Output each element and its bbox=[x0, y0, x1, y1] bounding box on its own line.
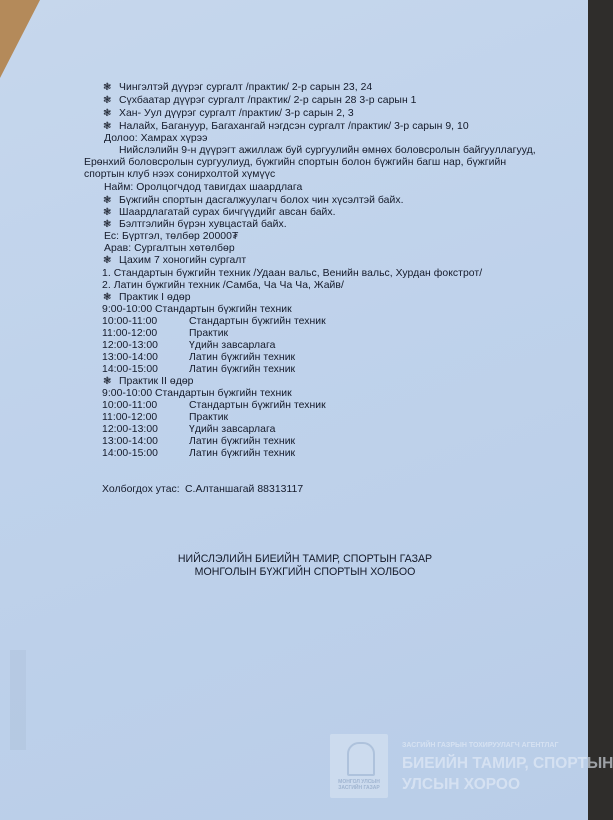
schedule-time: 14:00-15:00 bbox=[102, 364, 159, 375]
watermark-title-line2: УЛСЫН ХОРОО bbox=[402, 776, 521, 793]
activity-item: Чингэлтэй дүүрэг сургалт /практик/ 2-р сарын 23, 24 bbox=[119, 82, 373, 93]
schedule-activity: Үдийн завсарлага bbox=[189, 340, 276, 351]
contact-value: С.Алтаншагай 88313117 bbox=[185, 484, 304, 495]
schedule-time: 13:00-14:00 bbox=[102, 352, 159, 363]
schedule-time: 10:00-11:00 bbox=[102, 316, 158, 327]
watermark-agency-line: ЗАСГИЙН ГАЗРЫН ТОХИРУУЛАГЧ АГЕНТЛАГ bbox=[402, 742, 559, 749]
watermark-title-line1: БИЕИЙН ТАМИР, СПОРТЫН bbox=[402, 755, 613, 772]
schedule-activity: Стандартын бүжгийн техник bbox=[155, 388, 292, 399]
bullet-icon: ❃ bbox=[103, 195, 112, 206]
government-emblem-watermark bbox=[330, 734, 388, 798]
purpose-text: спортын клуб нээх сонирхолтой хүмүүс bbox=[84, 169, 276, 180]
day-title: Практик II өдөр bbox=[119, 376, 194, 387]
activity-item: Хан- Уул дүүрэг сургалт /практик/ 3-р сарын 2, 3 bbox=[119, 108, 354, 119]
activity-item: Налайх, Багануур, Багахангай нэгдсэн сургалт /практик/ 3-р сарын 9, 10 bbox=[119, 121, 469, 132]
schedule-activity: Стандартын бүжгийн техник bbox=[189, 316, 326, 327]
course-item: 1. Стандартын бүжгийн техник /Удаан вальс, Венийн вальс, Хурдан фокстрот/ bbox=[102, 268, 483, 279]
organization-name: НИЙСЛЭЛИЙН БИЕИЙН ТАМИР, СПОРТЫН ГАЗАР bbox=[177, 553, 433, 565]
purpose-text: Ерөнхий боловсролын сургуулиуд, бүжгийн спортын болон бүжгийн багш нар, бүжгийн bbox=[84, 157, 507, 168]
requirement-item: Бүжгийн спортын дасгалжуулагч болох чин хүсэлтэй байх. bbox=[119, 195, 404, 206]
activity-item: Сүхбаатар дүүрэг сургалт /практик/ 2-р сарын 28 3-р сарын 1 bbox=[119, 95, 417, 106]
bullet-icon: ❃ bbox=[103, 108, 112, 119]
requirement-item: Шаардлагатай сурах бичгүүдийг авсан байх. bbox=[119, 207, 336, 218]
schedule-activity: Стандартын бүжгийн техник bbox=[155, 304, 292, 315]
schedule-time: 13:00-14:00 bbox=[102, 436, 159, 447]
schedule-time: 11:00-12:00 bbox=[102, 412, 158, 423]
schedule-activity: Латин бүжгийн техник bbox=[189, 436, 296, 447]
bullet-icon: ❃ bbox=[103, 95, 112, 106]
bullet-icon: ❃ bbox=[103, 219, 112, 230]
schedule-activity: Латин бүжгийн техник bbox=[189, 364, 296, 375]
schedule-time: 11:00-12:00 bbox=[102, 328, 158, 339]
schedule-time: 12:00-13:00 bbox=[102, 424, 159, 435]
schedule-activity: Практик bbox=[189, 412, 229, 423]
schedule-time: 10:00-11:00 bbox=[102, 400, 158, 411]
contact-label: Холбогдох утас: bbox=[102, 484, 180, 495]
bullet-icon: ❃ bbox=[103, 207, 112, 218]
purpose-text: Нийслэлийн 9-н дүүрэгт ажиллаж буй сургуулийн өмнөх боловсролын байгууллагууд, bbox=[119, 145, 536, 156]
requirement-item: Бэлтгэлийн бүрэн хувцастай байх. bbox=[119, 219, 287, 230]
day-title: Практик I өдөр bbox=[119, 292, 191, 303]
schedule-time: 14:00-15:00 bbox=[102, 448, 159, 459]
requirements-label: Найм: Оролцогчдод тавигдах шаардлага bbox=[104, 182, 303, 193]
schedule-activity: Стандартын бүжгийн техник bbox=[189, 400, 326, 411]
schedule-activity: Латин бүжгийн техник bbox=[189, 448, 296, 459]
soyombo-icon bbox=[347, 742, 375, 776]
organization-name: МОНГОЛЫН БҮЖГИЙН СПОРТЫН ХОЛБОО bbox=[194, 566, 416, 578]
emblem-caption: МОНГОЛ УЛСЫН ЗАСГИЙН ГАЗАР bbox=[338, 779, 380, 791]
course-item: 2. Латин бүжгийн техник /Самба, Ча Ча Ча, Жайв/ bbox=[102, 280, 344, 291]
purpose-label: Долоо: Хамрах хүрээ bbox=[104, 133, 208, 144]
bullet-icon: ❃ bbox=[103, 255, 112, 266]
bullet-icon: ❃ bbox=[103, 82, 112, 93]
schedule-time: 9:00-10:00 bbox=[102, 388, 153, 399]
schedule-activity: Практик bbox=[189, 328, 229, 339]
fee-line: Ес: Бүртгэл, төлбөр 20000₮ bbox=[104, 231, 239, 242]
bullet-icon: ❃ bbox=[103, 121, 112, 132]
program-duration: Цахим 7 хоногийн сургалт bbox=[119, 255, 247, 266]
program-label: Арав: Сургалтын хөтөлбөр bbox=[104, 243, 235, 254]
bullet-icon: ❃ bbox=[103, 292, 112, 303]
schedule-time: 9:00-10:00 bbox=[102, 304, 153, 315]
schedule-activity: Үдийн завсарлага bbox=[189, 424, 276, 435]
bullet-icon: ❃ bbox=[103, 376, 112, 387]
schedule-activity: Латин бүжгийн техник bbox=[189, 352, 296, 363]
schedule-time: 12:00-13:00 bbox=[102, 340, 159, 351]
